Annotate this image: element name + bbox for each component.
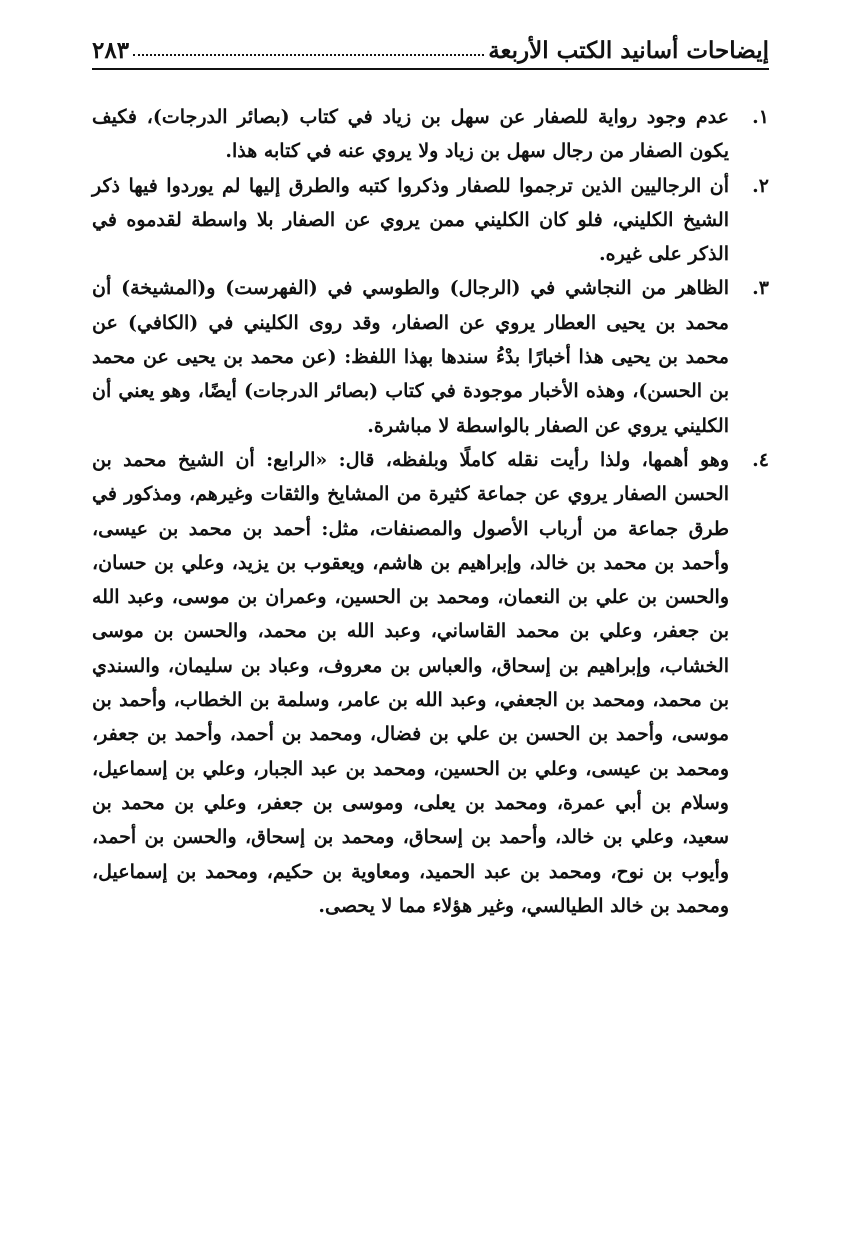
list-item-text: أن الرجاليين الذين ترجموا للصفار وذكروا كتبه والطرق إليها لم يوردوا فيها ذكر الشيخ الكليني، فلو كان الكليني ممن يروي عن الصفار بلا واسطة لقدموه في الذكر على غيره. — [92, 174, 729, 266]
page-header — [92, 30, 769, 70]
running-title: إيضاحات أسانيد الكتب الأربعة — [488, 37, 769, 64]
list-item-number: ٣. — [752, 277, 769, 300]
page-body — [92, 100, 769, 923]
list-item-text: وهو أهمها، ولذا رأيت نقله كاملًا وبلفظه، قال: «الرابع: أن الشيخ محمد بن الحسن الصفار يروي عن جماعة كثيرة من المشايخ والثقات وغيرهم، ومذكور في طرق جماعة من أرباب الأصول والمصنفات، مثل: أحمد بن محمد بن عيسى، وأحمد بن محمد بن خالد، وإبراهيم بن هاشم، ويعقوب بن يزيد، وعلي بن حسان، والحسن بن علي بن النعمان، ومحمد بن الحسين، وعمران بن موسى، وعبد الله بن جعفر، وعلي بن محمد القاساني، وعبد الله بن محمد، والحسن بن موسى الخشاب، وإبراهيم بن إسحاق، والعباس بن معروف، وعباد بن سليمان، والسندي بن محمد، ومحمد بن الجعفي، وعبد الله بن عامر، وسلمة بن الخطاب، وأحمد بن موسى، وأحمد بن الحسن بن علي بن فضال، ومحمد بن أحمد، وأحمد بن جعفر، ومحمد بن عيسى، وعلي بن الحسين، ومحمد بن عبد الجبار، وعلي بن إسماعيل، وسلام بن أبي عمرة، ومحمد بن يعلى، وموسى بن جعفر، وعلي بن محمد بن سعيد، وعلي بن خالد، وأحمد بن إسحاق، ومحمد بن إسحاق، والحسن بن أحمد، وأيوب بن نوح، ومحمد بن عبد الحميد، ومعاوية بن حكيم، ومحمد بن إسماعيل، ومحمد بن خالد الطيالسي، وغير هؤلاء مما لا يحصى. — [92, 448, 729, 917]
list-item — [92, 271, 769, 442]
list-item-number: ٤. — [752, 448, 769, 471]
list-item — [92, 169, 769, 272]
header-dot-leader — [133, 53, 484, 56]
page-number: ٢٨٣ — [92, 37, 130, 64]
list-item — [92, 443, 769, 923]
list-item — [92, 100, 769, 169]
list-item-text: عدم وجود رواية للصفار عن سهل بن زياد في كتاب (بصائر الدرجات)، فكيف يكون الصفار من رجال سهل بن زياد ولا يروي عنه في كتابه هذا. — [92, 106, 729, 163]
list-item-text: الظاهر من النجاشي في (الرجال) والطوسي في (الفهرست) و(المشيخة) أن محمد بن يحيى العطار يروي عن الصفار، وقد روى الكليني في (الكافي) عن محمد بن يحيى هذا أخبارًا بدْءُ سندها بهذا اللفظ: (عن محمد بن يحيى عن محمد بن الحسن)، وهذه الأخبار موجودة في كتاب (بصائر الدرجات) أيضًا، وهو يعني أن الكليني يروي عن الصفار بالواسطة لا مباشرة. — [92, 277, 729, 437]
list-item-number: ١. — [752, 106, 769, 128]
list-item-number: ٢. — [752, 174, 769, 197]
